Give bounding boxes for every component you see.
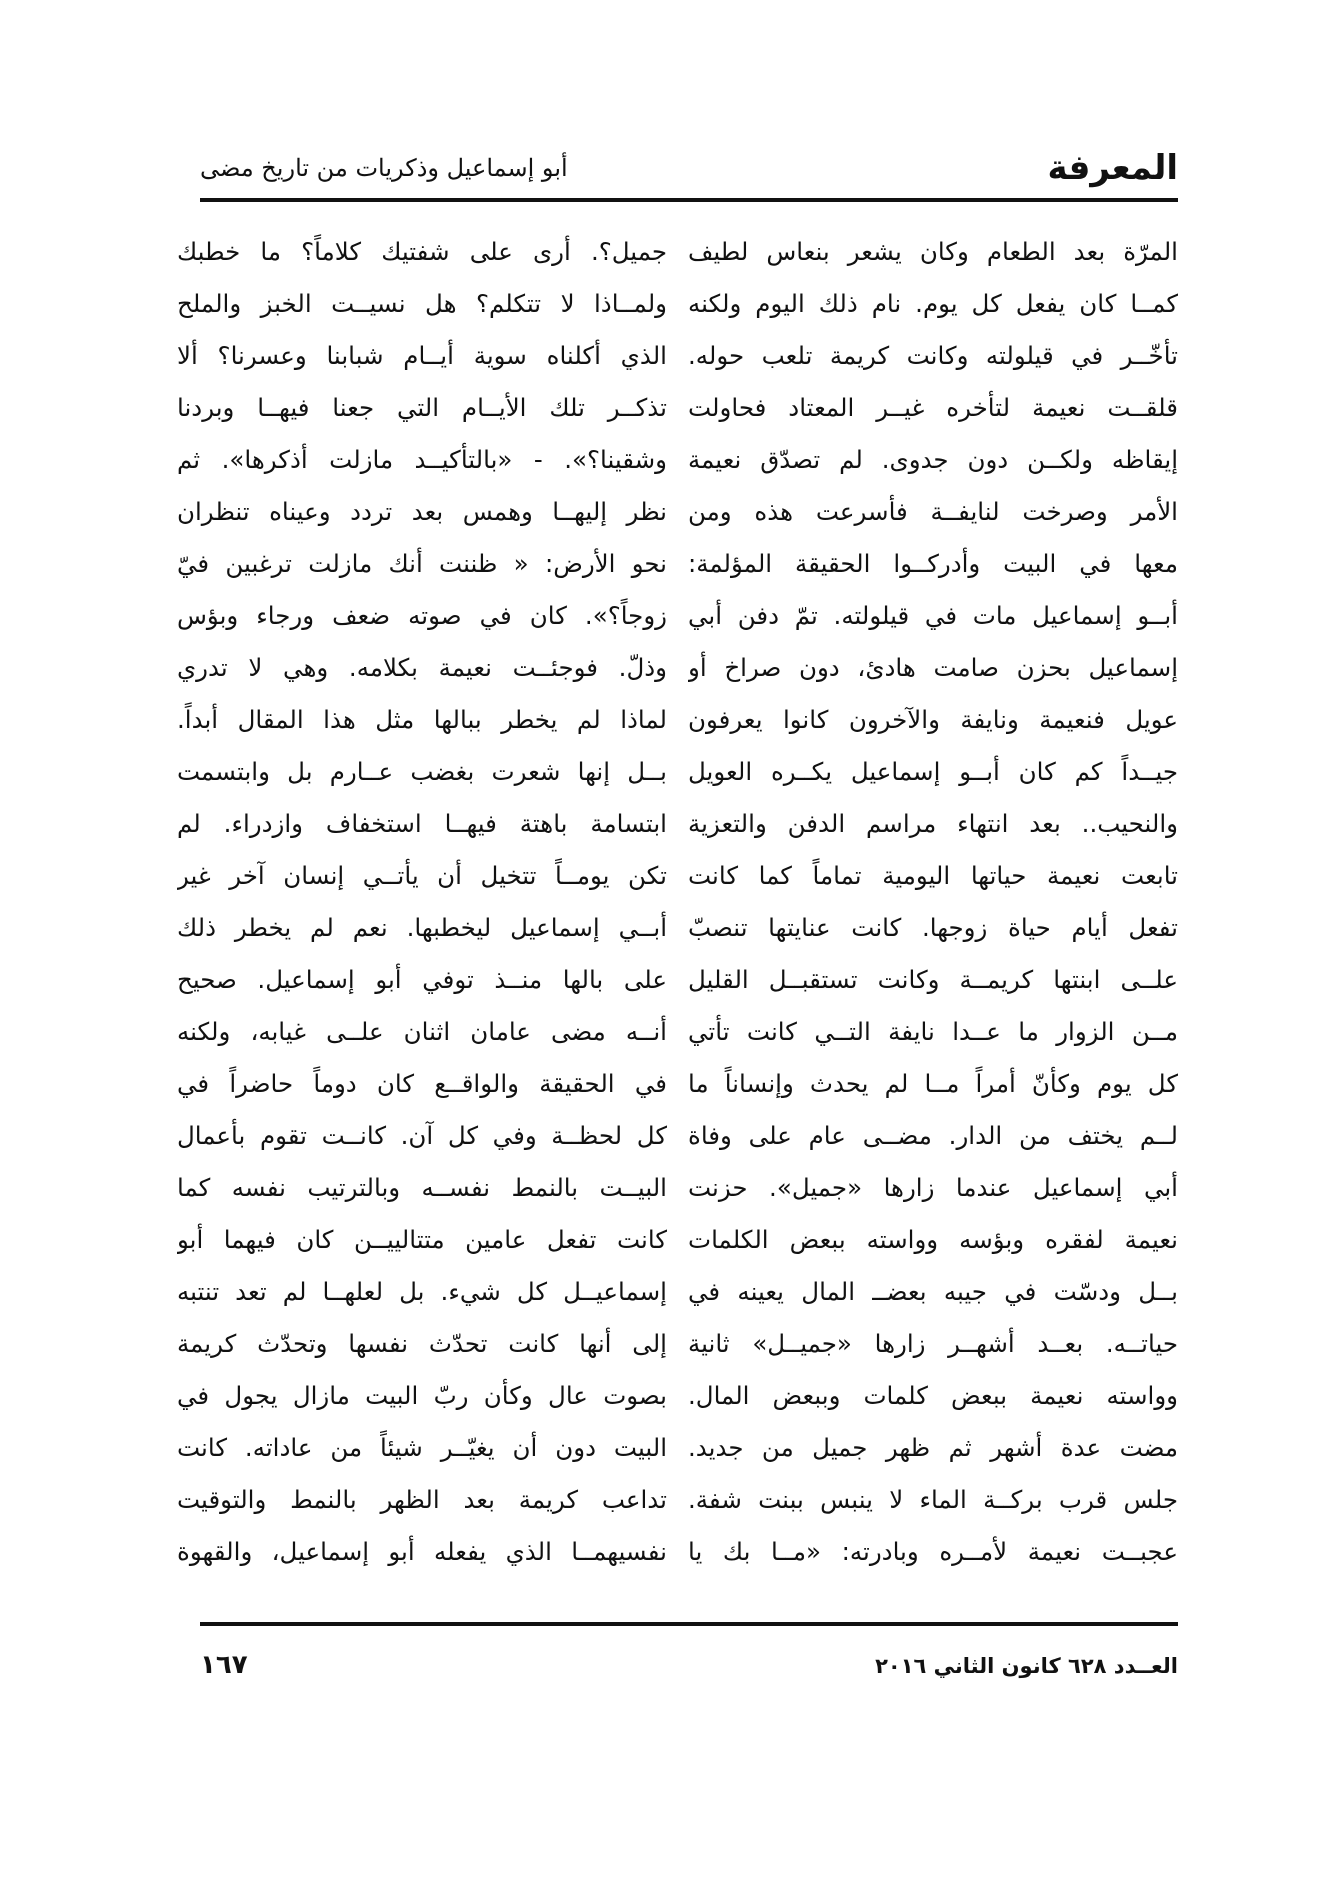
text-line: البيت دون أن يغيّــر شيئاً من عاداته. كانت xyxy=(177,1433,667,1462)
text-line: والنحيب.. بعد انتهاء مراسم الدفن والتعزية xyxy=(688,809,1178,838)
text-line: علــى ابنتها كريمــة وكانت تستقبــل القليل xyxy=(688,965,1178,994)
page-number: ١٦٧ xyxy=(200,1650,248,1680)
text-line: إسماعيل بحزن صامت هادئ، دون صراخ أو xyxy=(688,653,1178,682)
text-line: تأخّــر في قيلولته وكانت كريمة تلعب حوله. xyxy=(688,341,1178,370)
text-line: تداعب كريمة بعد الظهر بالنمط والتوقيت xyxy=(177,1485,667,1514)
text-line: تكن يومــاً تتخيل أن يأتــي إنسان آخر غير xyxy=(177,861,667,890)
text-line: إسماعيــل كل شيء. بل لعلهــا لم تعد تنتبه xyxy=(177,1277,667,1306)
text-line: عجبــت نعيمة لأمــره وبادرته: «مــا بك يا xyxy=(688,1537,1178,1566)
text-line: مــن الزوار ما عــدا نايفة التــي كانت تأتي xyxy=(688,1017,1178,1046)
text-line: عويل فنعيمة ونايفة والآخرون كانوا يعرفون xyxy=(688,705,1178,734)
page-header xyxy=(200,148,1178,192)
text-line: حياتــه. بعــد أشهــر زارها «جميــل» ثانية xyxy=(688,1329,1178,1358)
text-column-left xyxy=(177,226,667,1578)
page-footer xyxy=(200,1648,1178,1692)
text-line: مضت عدة أشهر ثم ظهر جميل من جديد. xyxy=(688,1433,1178,1462)
text-line: لماذا لم يخطر ببالها مثل هذا المقال أبداً. xyxy=(177,705,667,734)
text-line: إلى أنها كانت تحدّث نفسها وتحدّث كريمة xyxy=(177,1329,667,1358)
text-line: ابتسامة باهتة فيهــا استخفاف وازدراء. لم xyxy=(177,809,667,838)
text-line: كانت تفعل عامين متتالييــن كان فيهما أبو xyxy=(177,1225,667,1254)
text-column-right xyxy=(688,226,1178,1578)
running-title: أبو إسماعيل وذكريات من تاريخ مضى xyxy=(200,154,568,182)
text-line: كل يوم وكأنّ أمراً مــا لم يحدث وإنساناً ما xyxy=(688,1069,1178,1098)
text-line: بصوت عال وكأن ربّ البيت مازال يجول في xyxy=(177,1381,667,1410)
text-line: وشقينا؟». - «بالتأكيــد مازلت أذكرها». ثم xyxy=(177,445,667,474)
text-line: ولمــاذا لا تتكلم؟ هل نسيــت الخبز والملح xyxy=(177,289,667,318)
text-line: وذلّ. فوجئــت نعيمة بكلامه. وهي لا تدري xyxy=(177,653,667,682)
text-line: نظر إليهــا وهمس بعد تردد وعيناه تنظران xyxy=(177,497,667,526)
text-line: نعيمة لفقره وبؤسه وواسته ببعض الكلمات xyxy=(688,1225,1178,1254)
text-line: نحو الأرض: « ظننت أنك مازلت ترغبين فيّ xyxy=(177,549,667,578)
text-line: تفعل أيام حياة زوجها. كانت عنايتها تنصبّ xyxy=(688,913,1178,942)
text-line: تابعت نعيمة حياتها اليومية تماماً كما كانت xyxy=(688,861,1178,890)
text-line: جيــداً كم كان أبــو إسماعيل يكــره العويل xyxy=(688,757,1178,786)
magazine-logo: المعرفة xyxy=(1047,148,1178,188)
text-line: بــل ودسّت في جيبه بعضــ المال يعينه في xyxy=(688,1277,1178,1306)
text-line: أبــي إسماعيل ليخطبها. نعم لم يخطر ذلك xyxy=(177,913,667,942)
text-line: إيقاظه ولكــن دون جدوى. لم تصدّق نعيمة xyxy=(688,445,1178,474)
issue-info: العــدد ٦٢٨ كانون الثاني ٢٠١٦ xyxy=(875,1654,1178,1678)
text-line: لــم يختف من الدار. مضــى عام على وفاة xyxy=(688,1121,1178,1150)
text-line: كل لحظــة وفي كل آن. كانــت تقوم بأعمال xyxy=(177,1121,667,1150)
text-line: أبي إسماعيل عندما زارها «جميل». حزنت xyxy=(688,1173,1178,1202)
text-line: أنــه مضى عامان اثنان علــى غيابه، ولكنه xyxy=(177,1017,667,1046)
footer-rule xyxy=(200,1622,1178,1626)
text-line: بــل إنها شعرت بغضب عــارم بل وابتسمت xyxy=(177,757,667,786)
text-line: الأمر وصرخت لنايفــة فأسرعت هذه ومن xyxy=(688,497,1178,526)
text-line: قلقــت نعيمة لتأخره غيــر المعتاد فحاولت xyxy=(688,393,1178,422)
text-line: أبــو إسماعيل مات في قيلولته. تمّ دفن أبي xyxy=(688,601,1178,630)
text-line: معها في البيت وأدركــوا الحقيقة المؤلمة: xyxy=(688,549,1178,578)
text-line: البيــت بالنمط نفســه وبالترتيب نفسه كما xyxy=(177,1173,667,1202)
text-line: جميل؟. أرى على شفتيك كلاماً؟ ما خطبك xyxy=(177,237,667,266)
text-line: زوجاً؟». كان في صوته ضعف ورجاء وبؤس xyxy=(177,601,667,630)
text-line: المرّة بعد الطعام وكان يشعر بنعاس لطيف xyxy=(688,237,1178,266)
text-line: في الحقيقة والواقــع كان دوماً حاضراً في xyxy=(177,1069,667,1098)
text-line: الذي أكلناه سوية أيــام شبابنا وعسرنا؟ ألا xyxy=(177,341,667,370)
text-line: كمــا كان يفعل كل يوم. نام ذلك اليوم ولكنه xyxy=(688,289,1178,318)
text-line: جلس قرب بركــة الماء لا ينبس ببنت شفة. xyxy=(688,1485,1178,1514)
text-line: نفسيهمــا الذي يفعله أبو إسماعيل، والقهوة xyxy=(177,1537,667,1566)
header-rule xyxy=(200,198,1178,202)
text-line: تذكــر تلك الأيــام التي جعنا فيهــا وبردنا xyxy=(177,393,667,422)
text-line: وواسته نعيمة ببعض كلمات وببعض المال. xyxy=(688,1381,1178,1410)
text-line: على بالها منــذ توفي أبو إسماعيل. صحيح xyxy=(177,965,667,994)
